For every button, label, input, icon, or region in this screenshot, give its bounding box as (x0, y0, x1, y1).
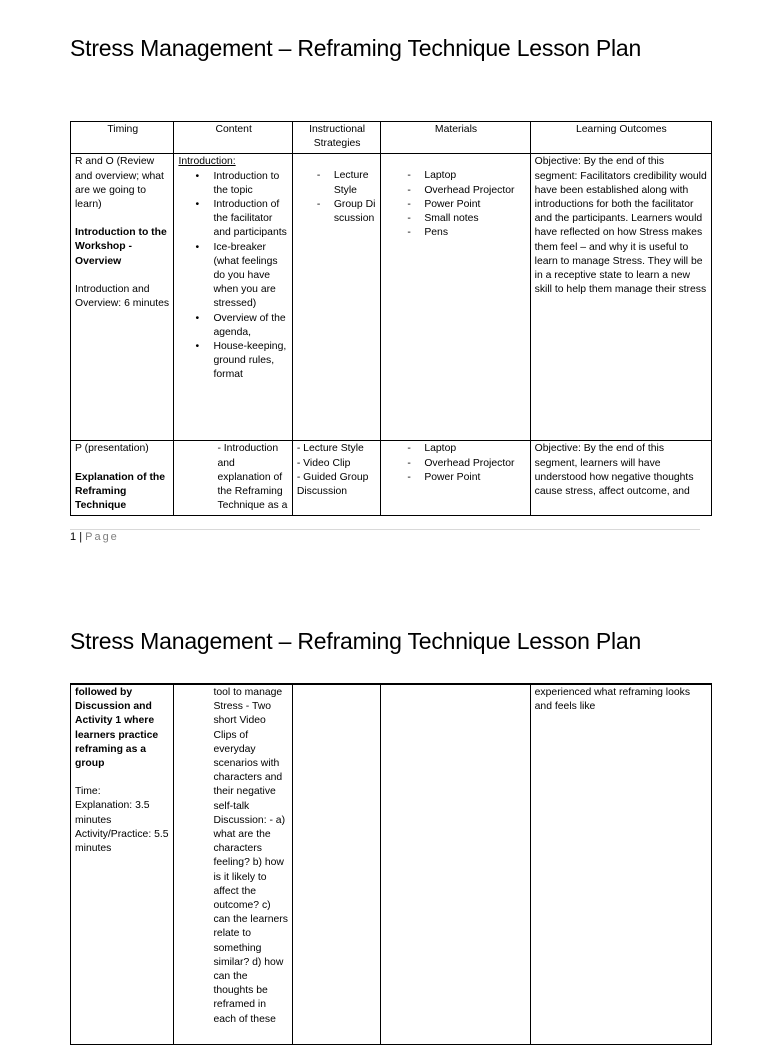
materials-list (385, 169, 526, 240)
list-item: - Laptop (407, 443, 457, 455)
list-item: • Introduction of the facilitator and participants (195, 199, 287, 239)
strategies-cell (292, 441, 381, 516)
materials-cell (381, 441, 530, 516)
table-row (71, 154, 712, 441)
page-number: 1 (70, 531, 77, 543)
list-item: - Lecture Style (316, 170, 369, 196)
content-cell (174, 441, 292, 516)
list-item: - Small notes (407, 213, 479, 225)
strategies-list (297, 169, 378, 226)
list-item: • Ice-breaker (what feelings do you have when you are stressed) (195, 241, 278, 310)
list-item: - Power Point (407, 198, 481, 210)
list-item: • Overview of the agenda, (195, 312, 286, 338)
timing-cell (71, 441, 174, 516)
list-item: • Introduction to the topic (195, 170, 280, 196)
materials-list (385, 442, 526, 485)
strategy-item: - Video Clip (296, 457, 351, 469)
time-activity: Activity/Practice: 5.5 minutes (75, 828, 169, 855)
timing-text: P (presentation) (75, 443, 149, 455)
list-item: • House-keeping, ground rules, format (195, 341, 287, 381)
timing-cell (71, 684, 174, 1044)
materials-cell (381, 684, 530, 1044)
table-row (71, 684, 712, 1044)
timing-heading: Explanation of the Reframing Technique (75, 471, 166, 512)
list-item: - Pens (407, 227, 449, 239)
timing-cell (71, 154, 174, 441)
footer-divider (70, 529, 700, 530)
page-footer (70, 531, 119, 543)
lesson-plan-table-page2 (70, 683, 712, 1045)
content-text: tool to manage Stress - Two short Video Clips of everyday scenarios with characters and their negative self-talk Discussion: - a) what are the characters feeling? b) how is it likely to affect the outcome? c) can the learners relate to something similar? d) how can the thoughts be reframed in each of these (213, 687, 288, 1025)
content-text: - Introduction and explanation of the Reframing Technique as a (217, 443, 288, 512)
outcomes-cell: Objective: By the end of this segment: Facilitators credibility would have been established along with introductions for both the facilitator and the participants. Learners would have reflected on how Stress makes them feel – and why it is useful to learn to manage Stress. They will be in a receptive state to learn a new skill to help them manage their stress (530, 154, 711, 441)
strategy-item: - Guided Group Discussion (296, 471, 369, 498)
footer-label: Page (85, 531, 119, 543)
table-row (71, 441, 712, 516)
list-item: - Laptop (407, 170, 457, 182)
page1-title: Stress Management – Reframing Technique Lesson Plan (70, 35, 642, 61)
time-explanation: Explanation: 3.5 minutes (75, 800, 150, 826)
timing-duration: Introduction and Overview: 6 minutes (75, 283, 170, 310)
header-content: Content (174, 122, 292, 154)
timing-heading: followed by Discussion and Activity 1 where learners practice reframing as a group (75, 687, 159, 770)
outcomes-cell: Objective: By the end of this segment, learners will have understood how negative thoughts cause stress, affect outcome, and (530, 441, 711, 516)
header-timing: Timing (71, 122, 174, 154)
timing-text: R and O (Review and overview; what are we going to learn) (75, 156, 164, 211)
content-list (178, 170, 288, 383)
header-materials: Materials (381, 122, 530, 154)
list-item: - Overhead Projector (407, 457, 515, 469)
header-outcomes: Learning Outcomes (530, 122, 711, 154)
lesson-plan-table-page1 (70, 121, 712, 516)
strategies-cell (292, 684, 381, 1044)
timing-heading: Introduction to the Workshop - Overview (75, 227, 167, 267)
list-item: - Group Discussion (316, 198, 376, 225)
strategy-item: - Lecture Style (296, 443, 364, 455)
footer-separator: | (79, 531, 83, 543)
content-cell (174, 154, 292, 441)
page2-title: Stress Management – Reframing Technique Lesson Plan (70, 628, 642, 654)
content-cell (174, 684, 292, 1044)
materials-cell (381, 154, 530, 441)
strategies-cell (292, 154, 381, 441)
list-item: - Overhead Projector (407, 184, 515, 196)
content-heading: Introduction: (178, 156, 236, 168)
list-item: - Power Point (407, 471, 481, 483)
header-strategies: Instructional Strategies (292, 122, 381, 154)
time-label: Time: (75, 786, 101, 798)
table-header-row (71, 122, 712, 154)
outcomes-cell: experienced what reframing looks and feels like (530, 684, 711, 1044)
